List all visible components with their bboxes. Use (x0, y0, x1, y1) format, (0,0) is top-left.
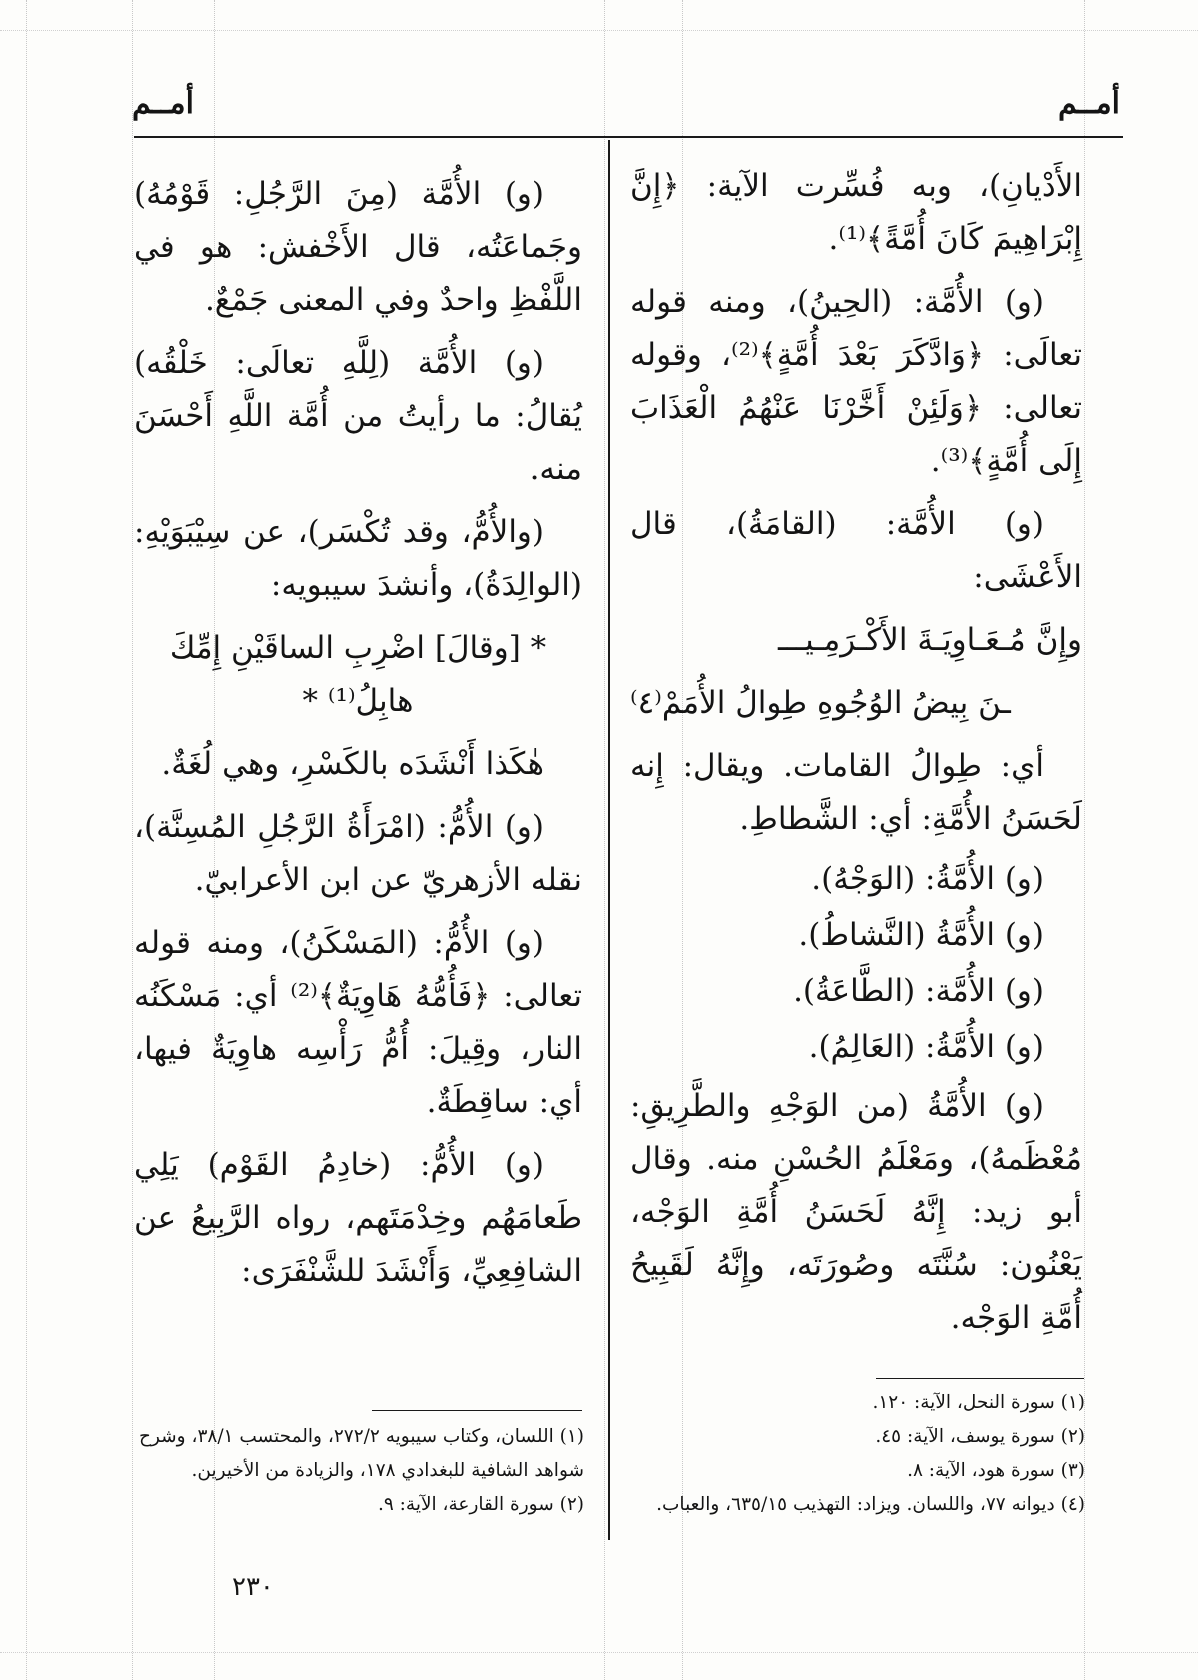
header-rule (134, 136, 1123, 138)
footnote: (٣) سورة هود، الآية: ٨. (907, 1460, 1085, 1481)
scan-guide-line (26, 0, 27, 1680)
verse-line: وإِنَّ مُـعَـاوِيَـةَ الأَكْـرَمِـيـــ (777, 622, 1082, 658)
paragraph: (و) الأُمَّةُ: (الوَجْهُ). (811, 861, 1044, 897)
paragraph: (و) الأُمَّة: (الطَّاعَةُ). (793, 973, 1044, 1009)
verse-line: ـنَ بِيضُ الوُجُوهِ طِوالُ الأُمَمْ⁽٤⁾ (630, 685, 1011, 721)
right-footnotes (630, 1386, 1085, 1522)
scan-guide-line (0, 30, 1198, 31)
paragraph: (و) الأُمَّة: (القامَةُ)، قال الأَعْشَى: (630, 506, 1082, 595)
paragraph: (و) الأُمَّةُ (من الوَجْهِ والطَّرِيقِ: مُعْظَمهُ)، ومَعْلَمُ الحُسْنِ منه. وقال أبو زيد: إِنَّهُ لَحَسَنُ أُمَّةِ الوَجْه، يَعْنُون: سُنَّتَه وصُورَتَه، وإِنَّهُ لَقَبِيحُ أُمَّةِ الوَجْه. (630, 1088, 1082, 1336)
paragraph: (و) الأُمُّ: (امْرَأَةُ الرَّجُلِ المُسِنَّة)، نقله الأزهريّ عن ابن الأعرابيّ. (134, 809, 582, 898)
paragraph: أي: طِوالُ القامات. ويقال: إِنه لَحَسَنُ الأُمَّةِ: أي: الشَّطاطِ. (630, 748, 1082, 837)
paragraph: (و) الأُمَّة: (الحِينُ)، ومنه قوله تعالَى: ﴿وَادَّكَرَ بَعْدَ أُمَّةٍ﴾⁽²⁾، وقوله تعالى: ﴿وَلَئِنْ أَخَّرْنَا عَنْهُمُ الْعَذَابَ إِلَى أُمَّةٍ﴾⁽³⁾. (630, 284, 1082, 479)
paragraph: (و) الأُمَّةُ (النَّشاطُ). (798, 917, 1044, 953)
scan-guide-line (0, 1652, 1198, 1653)
verse-line: * [وقالَ] اضْرِبِ الساقَيْنِ إِمِّكَ هابِلُ⁽¹⁾ * (169, 630, 547, 719)
footnote-rule (876, 1378, 1084, 1379)
header-word-left: أمــم (132, 86, 194, 121)
paragraph: هٰكَذا أَنْشَدَه بالكَسْرِ، وهي لُغَةٌ. (161, 746, 544, 782)
column-divider (608, 140, 610, 1540)
footnote: (٢) سورة القارعة، الآية: ٩. (377, 1494, 584, 1515)
scan-guide-line (604, 0, 605, 1680)
footnote: (٢) سورة يوسف، الآية: ٤٥. (875, 1426, 1085, 1447)
footnote: (١) سورة النحل، الآية: ١٢٠. (872, 1392, 1085, 1413)
left-column (134, 168, 582, 1308)
right-column (630, 160, 1082, 1355)
paragraph: (و) الأُمُّ: (المَسْكَنُ)، ومنه قوله تعالى: ﴿فَأُمُّهُ هَاوِيَةٌ﴾⁽²⁾ أي: مَسْكَنُه النار، وقِيلَ: أُمُّ رَأْسِه هاوِيَةٌ فيها، أي: ساقِطَةٌ. (134, 925, 582, 1120)
footnote-rule (372, 1410, 582, 1411)
paragraph: (و) الأُمُّ: (خادِمُ القَوْم) يَلِي طَعامَهُم وخِدْمَتَهم، رواه الرَّبِيعُ عن الشافِعِيِّ، وَأَنْشَدَ للشَّنْفَرَى: (134, 1147, 582, 1289)
header-word-right: أمــم (1058, 86, 1120, 121)
paragraph: (و) الأُمَّة (لِلَّهِ تعالَى: خَلْقُه) يُقالُ: ما رأيتُ من أُمَّة اللَّهِ أَحْسَنَ منه. (134, 345, 582, 487)
paragraph: (والأُمُّ، وقد تُكْسَر)، عن سِيْبَوَيْهِ: (الوالِدَةُ)، وأنشدَ سيبويه: (134, 514, 582, 603)
left-footnotes (134, 1420, 584, 1522)
paragraph: (و) الأُمَّة (مِنَ الرَّجُلِ: قَوْمُهُ) وجَماعَتُه، قال الأَخْفش: هو في اللَّفْظِ واحدٌ وفي المعنى جَمْعٌ. (134, 176, 582, 318)
footnote: (١) اللسان، وكتاب سيبويه ٢٧٢/٢، والمحتسب ٣٨/١، وشرح شواهد الشافية للبغدادي ١٧٨، والزيادة من الأخيرين. (139, 1426, 584, 1481)
paragraph: الأَدْيانِ)، وبه فُسِّرت الآية: ﴿إِنَّ إِبْرَاهِيمَ كَانَ أُمَّةً﴾⁽¹⁾. (630, 168, 1082, 257)
footnote: (٤) ديوانه ٧٧، واللسان. ويزاد: التهذيب ٦٣٥/١٥، والعباب. (656, 1494, 1085, 1515)
paragraph: (و) الأُمَّةُ: (العَالِمُ). (808, 1029, 1044, 1065)
page-number: ٢٣٠ (232, 1572, 274, 1602)
scan-guide-line (132, 0, 133, 1680)
